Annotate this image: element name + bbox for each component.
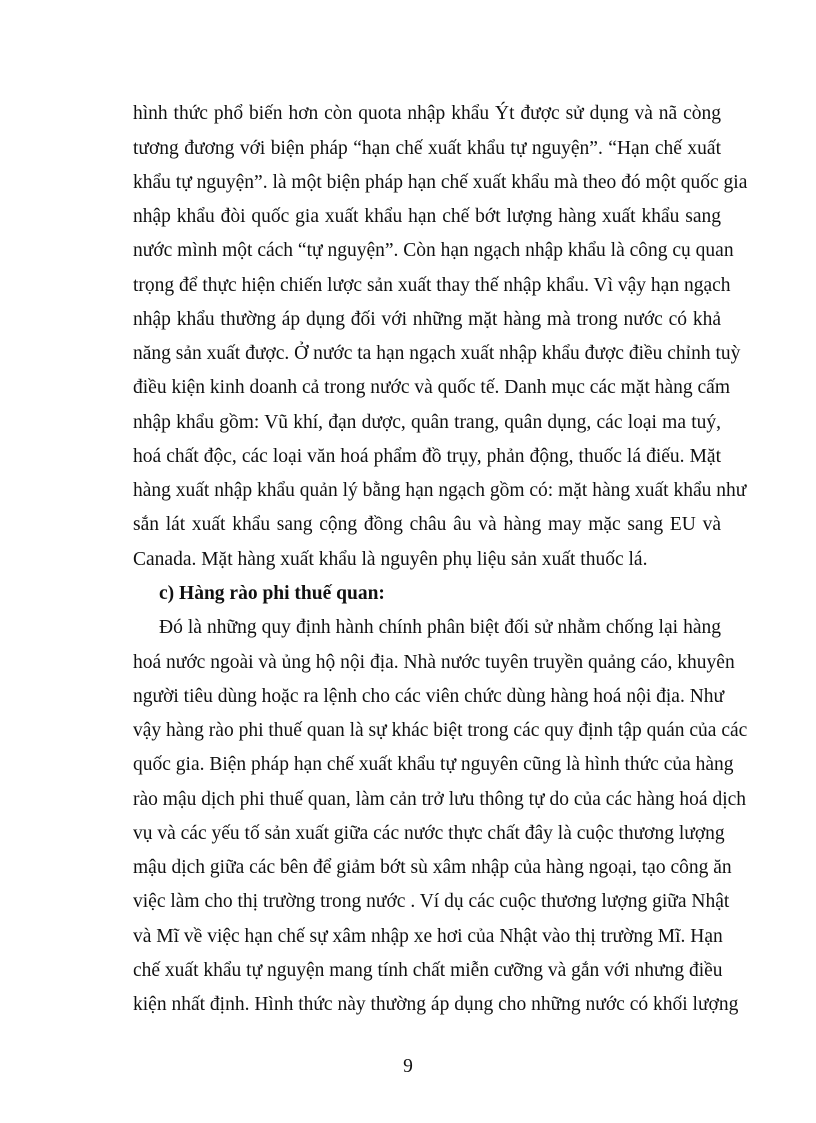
text-line: năng sản xuất được. Ở nước ta hạn ngạch xuất nhập khẩu được điều chỉnh tuỳ xyxy=(133,343,741,364)
section-heading: c) Hàng rào phi thuế quan: xyxy=(159,583,385,604)
text-line: kiện nhất định. Hình thức này thường áp dụng cho những nước có khối lượng xyxy=(133,994,739,1015)
text-line: Canada. Mặt hàng xuất khẩu là nguyên phụ liệu sản xuất thuốc lá. xyxy=(133,549,648,570)
text-line: tương đương với biện pháp “hạn chế xuất khẩu tự nguyện”. “Hạn chế xuất xyxy=(133,138,721,159)
page-number: 9 xyxy=(403,1056,413,1077)
text-line: trọng để thực hiện chiến lược sản xuất thay thế nhập khẩu. Vì vậy hạn ngạch xyxy=(133,275,731,296)
text-line: rào mậu dịch phi thuế quan, làm cản trở lưu thông tự do của các hàng hoá dịch xyxy=(133,789,747,810)
text-line: chế xuất khẩu tự nguyện mang tính chất miễn cưỡng và gắn với nhưng điều xyxy=(133,960,723,981)
text-line: hàng xuất nhập khẩu quản lý bằng hạn ngạch gồm có: mặt hàng xuất khẩu như xyxy=(133,480,747,501)
text-line: mậu dịch giữa các bên để giảm bớt sù xâm nhập của hàng ngoại, tạo công ăn xyxy=(133,857,732,878)
text-line: khẩu tự nguyện”. là một biện pháp hạn chế xuất khẩu mà theo đó một quốc gia xyxy=(133,172,748,193)
text-line: nhập khẩu đòi quốc gia xuất khẩu hạn chế bớt lượng hàng xuất khẩu sang xyxy=(133,206,721,227)
text-line: Đó là những quy định hành chính phân biệt đối sử nhằm chống lại hàng xyxy=(159,617,721,638)
text-line: nhập khẩu gồm: Vũ khí, đạn dược, quân trang, quân dụng, các loại ma tuý, xyxy=(133,412,721,433)
text-line: và Mĩ về việc hạn chế sự xâm nhập xe hơi của Nhật vào thị trường Mĩ. Hạn xyxy=(133,926,723,947)
text-line: sắn lát xuất khẩu sang cộng đồng châu âu và hàng may mặc sang EU và xyxy=(133,514,721,535)
text-line: quốc gia. Biện pháp hạn chế xuất khẩu tự nguyên cũng là hình thức của hàng xyxy=(133,754,734,775)
text-line: hình thức phổ biến hơn còn quota nhập khẩu Ýt được sử dụng và nã còng xyxy=(133,103,721,124)
text-line: nhập khẩu thường áp dụng đối với những mặt hàng mà trong nước có khả xyxy=(133,309,721,330)
text-line: vậy hàng rào phi thuế quan là sự khác biệt trong các quy định tập quán của các xyxy=(133,720,748,741)
text-line: vụ và các yếu tố sản xuất giữa các nước thực chất đây là cuộc thương lượng xyxy=(133,823,725,844)
text-line: hoá nước ngoài và ủng hộ nội địa. Nhà nước tuyên truyền quảng cáo, khuyên xyxy=(133,652,735,673)
text-line: nước mình một cách “tự nguyện”. Còn hạn ngạch nhập khẩu là công cụ quan xyxy=(133,240,734,261)
text-line: điều kiện kinh doanh cả trong nước và quốc tế. Danh mục các mặt hàng cấm xyxy=(133,377,731,398)
text-line: người tiêu dùng hoặc ra lệnh cho các viên chức dùng hàng hoá nội địa. Như xyxy=(133,686,725,707)
text-line: hoá chất độc, các loại văn hoá phẩm đồ trụy, phản động, thuốc lá điếu. Mặt xyxy=(133,446,721,467)
text-line: việc làm cho thị trường trong nước . Ví dụ các cuộc thương lượng giữa Nhật xyxy=(133,891,730,912)
